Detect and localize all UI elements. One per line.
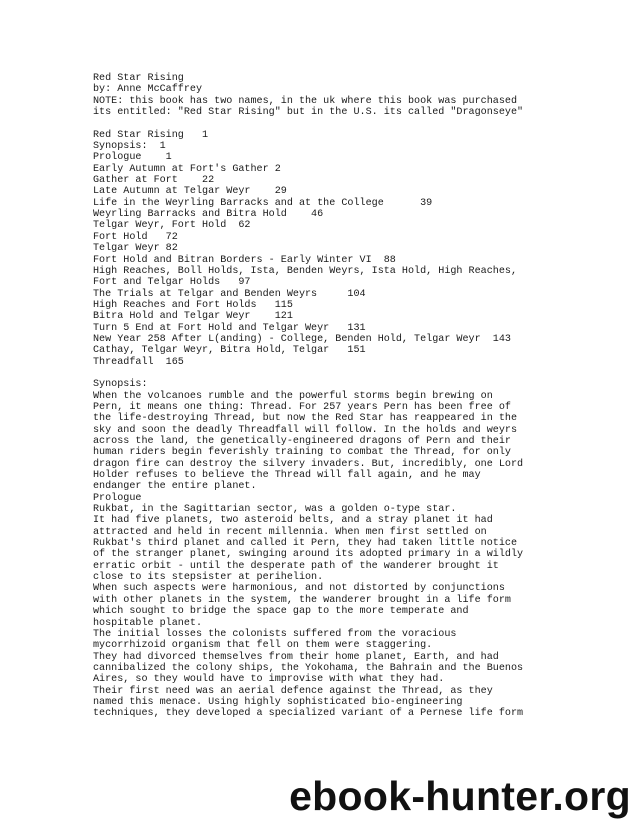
document-line: Red Star Rising 1 bbox=[93, 129, 209, 141]
document-line: Fort and Telgar Holds 97 bbox=[93, 277, 251, 289]
document-line: Fort Hold 72 bbox=[93, 231, 178, 243]
document-line: Weyrling Barracks and Bitra Hold 46 bbox=[93, 209, 324, 221]
document-line: Rukbat, in the Sagittarian sector, was a golden o-type star. bbox=[93, 504, 457, 516]
document-line: Cathay, Telgar Weyr, Bitra Hold, Telgar 151 bbox=[93, 345, 366, 357]
document-line: Synopsis: bbox=[93, 379, 148, 391]
document-line: When such aspects were harmonious, and not distorted by conjunctions bbox=[93, 583, 505, 595]
document-line: Pern, it means one thing: Thread. For 257 years Pern has been free of bbox=[93, 401, 511, 413]
document-line bbox=[93, 118, 623, 129]
document-text bbox=[93, 73, 623, 720]
document-line: Gather at Fort 22 bbox=[93, 175, 215, 187]
document-line: Threadfall 165 bbox=[93, 356, 184, 368]
document-line bbox=[93, 368, 623, 379]
document-line: The Trials at Telgar and Benden Weyrs 104 bbox=[93, 288, 366, 300]
document-line: Turn 5 End at Fort Hold and Telgar Weyr 131 bbox=[93, 322, 366, 334]
document-line: They had divorced themselves from their home planet, Earth, and had bbox=[93, 651, 499, 663]
document-line: across the land, the genetically-engineered dragons of Pern and their bbox=[93, 436, 511, 447]
document-line: Fort Hold and Bitran Borders - Early Winter VI 88 bbox=[93, 254, 396, 266]
document-line: Their first need was an aerial defence against the Thread, as they bbox=[93, 685, 493, 697]
document-line: by: Anne McCaffrey bbox=[93, 84, 203, 96]
document-line: Early Autumn at Fort's Gather 2 bbox=[93, 163, 281, 175]
document-line: Telgar Weyr, Fort Hold 62 bbox=[93, 220, 251, 232]
document-line: the life-destroying Thread, but now the Red Star has reappeared in the bbox=[93, 413, 518, 425]
document-line: Aires, so they would have to improvise with what they had. bbox=[93, 674, 445, 686]
document-line: Prologue 1 bbox=[93, 152, 172, 164]
document-line: Red Star Rising bbox=[93, 73, 184, 84]
document-line: its entitled: "Red Star Rising" but in the U.S. its called "Dragonseye" bbox=[93, 107, 524, 119]
document-line: Rukbat's third planet and called it Pern, they had taken little notice bbox=[93, 538, 518, 550]
document-line: which sought to bridge the space gap to the more temperate and bbox=[93, 606, 469, 618]
document-line: When the volcanoes rumble and the powerful storms begin brewing on bbox=[93, 390, 493, 402]
document-line: with other planets in the system, the wanderer brought in a life form bbox=[93, 594, 511, 606]
document-line: Synopsis: 1 bbox=[93, 141, 166, 153]
document-line: Late Autumn at Telgar Weyr 29 bbox=[93, 186, 287, 198]
document-line: Prologue bbox=[93, 492, 142, 504]
document-line: hospitable planet. bbox=[93, 617, 203, 629]
document-line: close to its stepsister at perihelion. bbox=[93, 572, 324, 584]
document-line: Telgar Weyr 82 bbox=[93, 243, 178, 255]
document-line: mycorrhizoid organism that fell on them were staggering. bbox=[93, 640, 433, 652]
document-line: It had five planets, two asteroid belts, and a stray planet it had bbox=[93, 515, 493, 527]
document-line: Holder refuses to believe the Thread will fall again, and he may bbox=[93, 470, 481, 482]
document-line: dragon fire can destroy the silvery invaders. But, incredibly, one Lord bbox=[93, 458, 524, 470]
document-line: of the stranger planet, swinging around its adopted primary in a wildly bbox=[93, 549, 524, 561]
document-line: named this menace. Using highly sophisticated bio-engineering bbox=[93, 696, 463, 708]
document-line: High Reaches and Fort Holds 115 bbox=[93, 299, 293, 311]
document-line: erratic orbit - until the desperate path of the wanderer brought it bbox=[93, 560, 499, 572]
watermark-logo: ebook-hunter.org bbox=[289, 773, 631, 819]
document-line: endanger the entire planet. bbox=[93, 481, 257, 493]
document-line: attracted and held in recent millennia. When men first settled on bbox=[93, 526, 487, 538]
document-line: sky and soon the deadly Threadfall will follow. In the holds and weyrs bbox=[93, 424, 518, 436]
document-line: human riders begin feverishly training to combat the Thread, for only bbox=[93, 447, 511, 459]
document-line: Bitra Hold and Telgar Weyr 121 bbox=[93, 311, 293, 323]
document-line: NOTE: this book has two names, in the uk where this book was purchased bbox=[93, 95, 518, 107]
document-line: Life in the Weyrling Barracks and at the College 39 bbox=[93, 197, 433, 209]
document-line: High Reaches, Boll Holds, Ista, Benden Weyrs, Ista Hold, High Reaches, bbox=[93, 265, 518, 277]
document-line: New Year 258 After L(anding) - College, Benden Hold, Telgar Weyr 143 bbox=[93, 333, 511, 345]
document-line: The initial losses the colonists suffered from the voracious bbox=[93, 628, 457, 640]
document-line: cannibalized the colony ships, the Yokohama, the Bahrain and the Buenos bbox=[93, 662, 524, 674]
document-line: techniques, they developed a specialized variant of a Pernese life form bbox=[93, 708, 524, 720]
